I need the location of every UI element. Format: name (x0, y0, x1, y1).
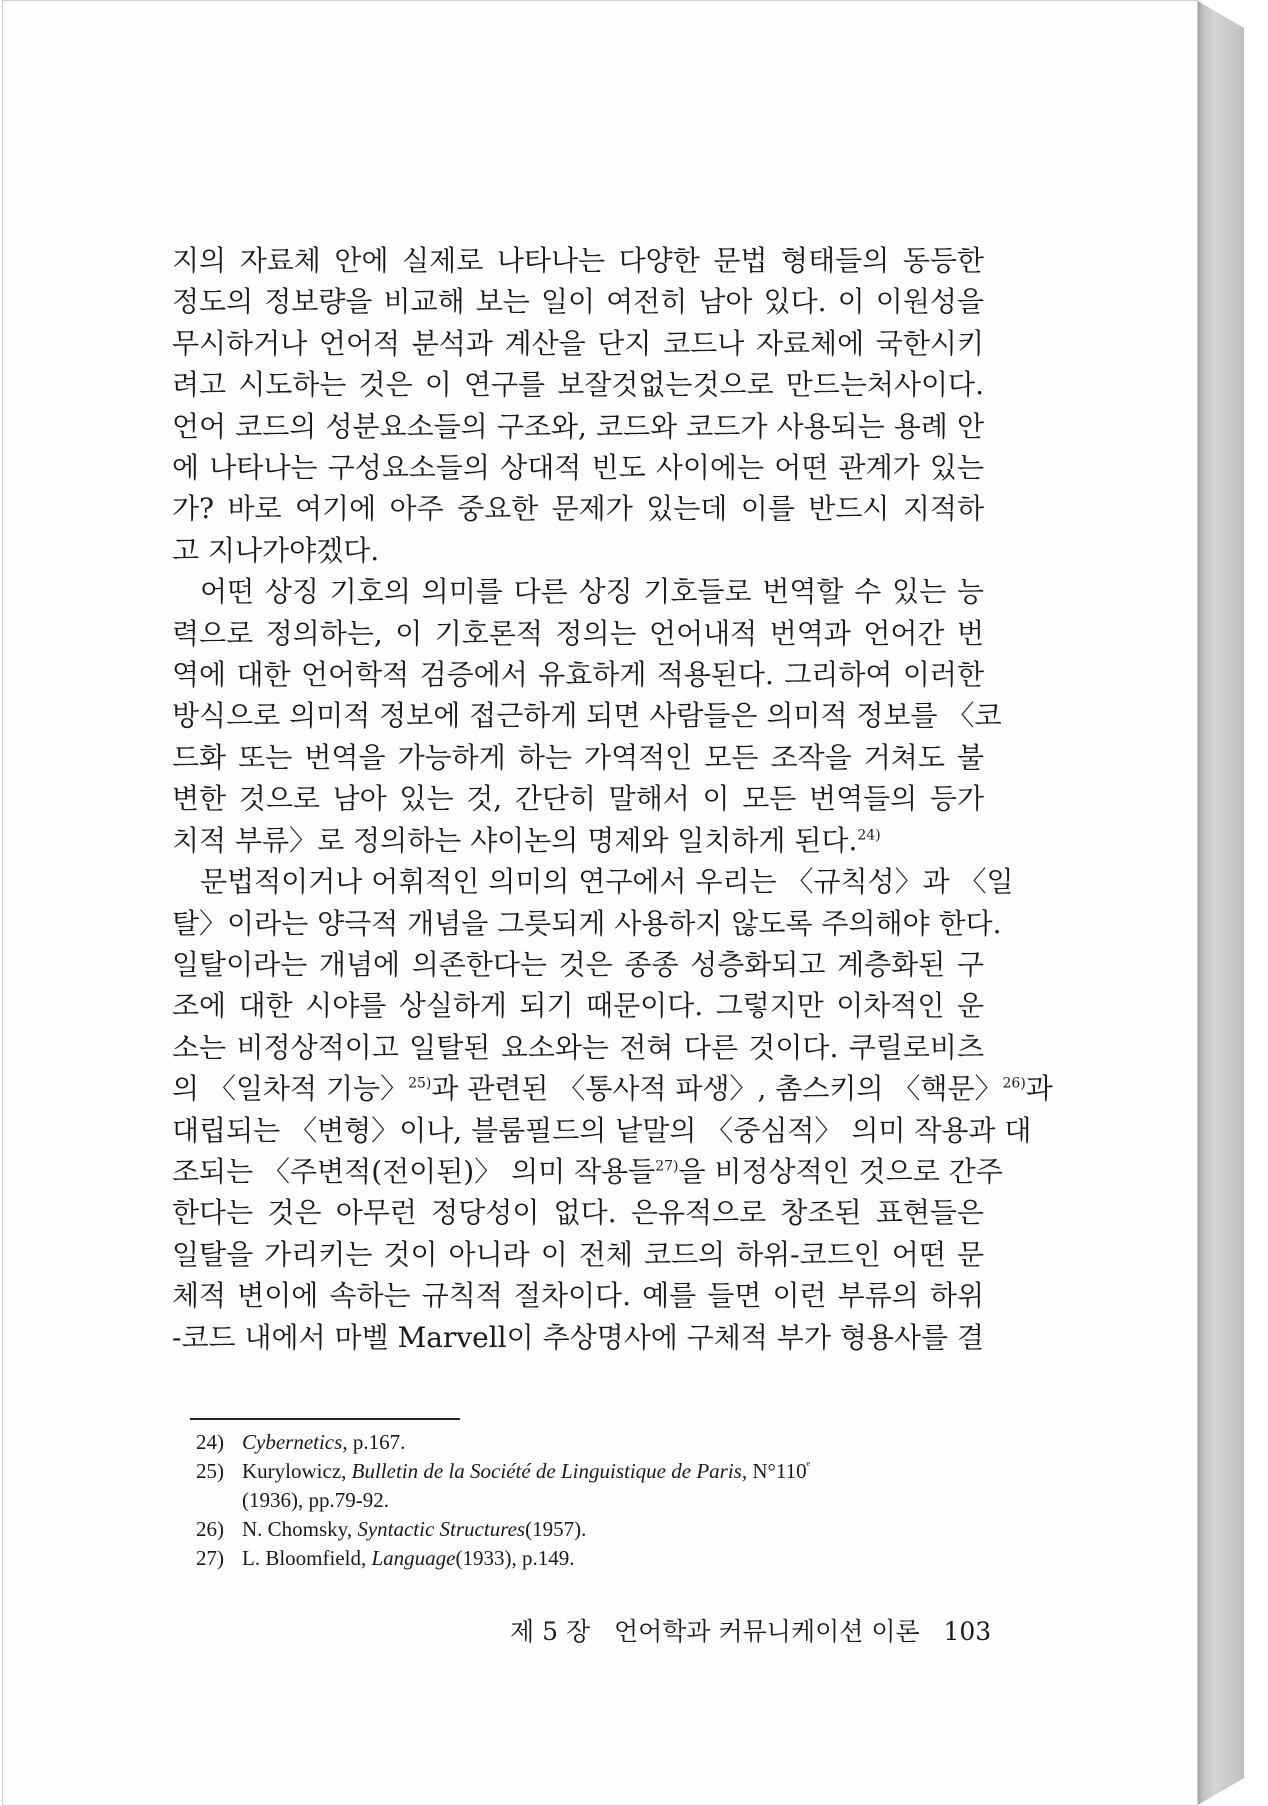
text-line (172, 1151, 1003, 1192)
chapter-label: 제 5 장 (510, 1617, 591, 1646)
text-line: 언어 코드의 성분요소들의 구조와, 코드와 코드가 사용되는 용례 안 (172, 409, 984, 443)
text-line: 조에 대한 시야를 상실하게 되기 때문이다. 그렇지만 이차적인 운 (172, 989, 984, 1023)
footnote-text (242, 1457, 986, 1486)
text-line: 력으로 정의하는, 이 기호론적 정의는 언어내적 번역과 언어간 번 (172, 616, 984, 650)
footnote-text (242, 1515, 986, 1544)
text-line: 정도의 정보량을 비교해 보는 일이 여전히 남아 있다. 이 이원성을 (172, 285, 984, 319)
footnote-superscript: ᵉ (806, 1459, 811, 1474)
footnote (196, 1428, 986, 1457)
footnote-number: 25) (196, 1459, 224, 1483)
footnote-ref: 25) (408, 1075, 432, 1092)
text-line: 문법적이거나 어휘적인 의미의 연구에서 우리는 〈규칙성〉과 〈일 (200, 865, 1014, 899)
footnote-title: Bulletin de la Société de Linguistique de Paris, (351, 1459, 748, 1483)
chapter-title: 언어학과 커뮤니케이션 이론 (613, 1617, 920, 1646)
body-text (172, 240, 1053, 1358)
footnote-ref: 27) (655, 1158, 679, 1175)
footnote-ref: 24) (857, 827, 881, 844)
footnote (196, 1544, 986, 1573)
text-line: 가? 바로 여기에 아주 중요한 문제가 있는데 이를 반드시 지적하 (172, 492, 984, 526)
text-segment: 과 관련된 〈통사적 파생〉, 촘스키의 〈핵문〉 (431, 1072, 1003, 1106)
text-segment: 치적 부류〉로 정의하는 샤이논의 명제와 일치하게 된다. (172, 823, 858, 857)
text-line: 려고 시도하는 것은 이 연구를 보잘것없는것으로 만드는처사이다. (172, 368, 984, 402)
text-line: 대립되는 〈변형〉이나, 블룸필드의 낱말의 〈중심적〉 의미 작용과 대 (172, 1113, 1032, 1147)
text-line (172, 820, 984, 861)
text-line (172, 1068, 1053, 1109)
text-line: 지의 자료체 안에 실제로 나타나는 다양한 문법 형태들의 동등한 (172, 244, 984, 277)
text-line: 체적 변이에 속하는 규칙적 절차이다. 예를 들면 이런 부류의 하위 (172, 1279, 984, 1313)
text-line: 변한 것으로 남아 있는 것, 간단히 말해서 이 모든 번역들의 등가 (172, 782, 984, 816)
footnote-title: Language (371, 1546, 456, 1570)
text-line: 방식으로 의미적 정보에 접근하게 되면 사람들은 의미적 정보를 〈코 (172, 699, 1002, 733)
footnote-detail: (1936), pp.79-92. (242, 1488, 389, 1512)
footnote (196, 1515, 986, 1544)
footnote-detail: , p.167. (342, 1430, 406, 1454)
footnote-number: 24) (196, 1430, 224, 1454)
footnote-author: L. Bloomfield, (242, 1546, 372, 1570)
text-line: 한다는 것은 아무런 정당성이 없다. 은유적으로 창조된 표현들은 (172, 1196, 984, 1230)
footnote-author: N. Chomsky, (242, 1517, 358, 1541)
text-line: 탈〉이라는 양극적 개념을 그릇되게 사용하지 않도록 주의해야 한다. (172, 906, 1002, 940)
footnote-number: 26) (196, 1517, 224, 1541)
text-line: 역에 대한 언어학적 검증에서 유효하게 적용된다. 그리하여 이러한 (172, 658, 984, 692)
footnote-number: 27) (196, 1546, 224, 1570)
footnote-title: Syntactic Structures (357, 1517, 526, 1541)
text-segment: 조되는 〈주변적(전이된)〉 의미 작용들 (172, 1154, 656, 1188)
text-line: 무시하거나 언어적 분석과 계산을 단지 코드나 자료체에 국한시키 (172, 326, 984, 360)
footnote-title: Cybernetics (242, 1430, 343, 1454)
footnote-divider (190, 1418, 460, 1420)
page-stack-edge (1196, 0, 1244, 1806)
text-segment: 과 (1025, 1072, 1053, 1106)
footnote-text (242, 1544, 986, 1573)
footnote-text (242, 1428, 986, 1457)
text-segment: 의 〈일차적 기능〉 (172, 1072, 409, 1106)
text-line: 어떤 상징 기호의 의미를 다른 상징 기호들로 번역할 수 있는 능 (200, 575, 984, 609)
page-number: 103 (943, 1617, 992, 1646)
footnote-author: Kurylowicz, (242, 1459, 352, 1483)
footnote-detail: N°110 (747, 1459, 807, 1483)
text-line: 드화 또는 번역을 가능하게 하는 가역적인 모든 조작을 거쳐도 불 (172, 740, 984, 774)
footnote-detail: (1933), p.149. (455, 1546, 575, 1570)
text-line: -코드 내에서 마벨 Marvell이 추상명사에 구체적 부가 형용사를 결 (172, 1320, 984, 1354)
text-line: 에 나타나는 구성요소들의 상대적 빈도 사이에는 어떤 관계가 있는 (172, 451, 984, 485)
text-line: 소는 비정상적이고 일탈된 요소와는 전혀 다른 것이다. 쿠릴로비츠 (172, 1030, 984, 1064)
footnote (196, 1457, 986, 1486)
text-line: 고 지나가야겠다. (172, 533, 380, 567)
text-segment: 을 비정상적인 것으로 간주 (678, 1154, 1003, 1188)
footnotes (196, 1428, 986, 1573)
footnote-detail: (1957). (525, 1517, 587, 1541)
footnote-ref: 26) (1002, 1075, 1026, 1092)
text-line: 일탈을 가리키는 것이 아니라 이 전체 코드의 하위-코드인 어떤 문 (172, 1237, 984, 1271)
running-footer (510, 1612, 992, 1648)
text-line: 일탈이라는 개념에 의존한다는 것은 종종 성층화되고 계층화된 구 (172, 947, 984, 981)
footnote-continuation (196, 1486, 986, 1515)
